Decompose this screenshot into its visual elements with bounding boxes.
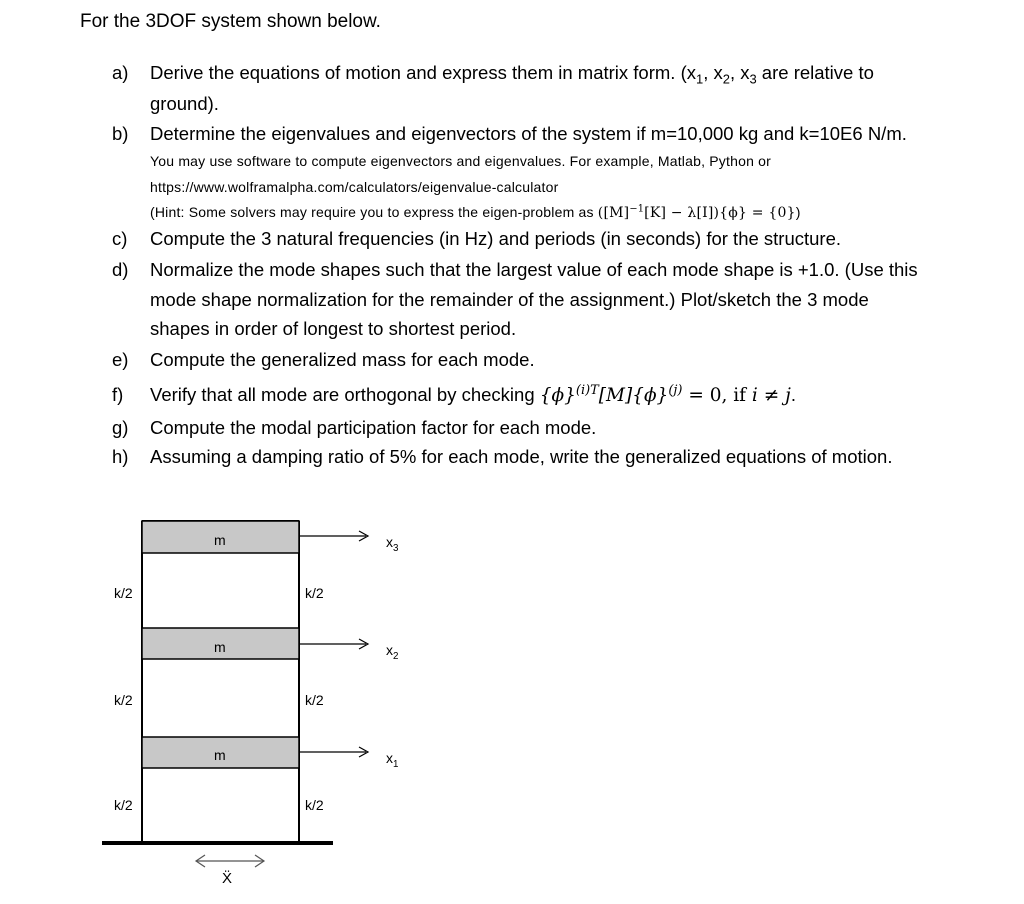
item-b-hint: (Hint: Some solvers may require you to express the eigen-problem as $([M]^{-1}[K] - \lambda[I])\{\phi\} = \{0\}$) bbox=[150, 203, 801, 221]
item-a-line1: Derive the equations of motion and express them in matrix form. ($x_1$, $x_2$, $x_3$ are relative to bbox=[150, 62, 874, 87]
item-b-label: b) bbox=[112, 123, 129, 144]
item-f-label: f) bbox=[112, 384, 124, 405]
arrow-x2 bbox=[299, 639, 368, 649]
item-a-line2: ground). bbox=[150, 93, 219, 114]
item-d-label: d) bbox=[112, 259, 129, 280]
item-c-line1: Compute the 3 natural frequencies (in Hz) and periods (in seconds) for the structure. bbox=[150, 228, 842, 249]
spring-label-left-2: k/2 bbox=[114, 692, 133, 708]
mass-label-2: m bbox=[214, 639, 226, 655]
spring-label-right-2: k/2 bbox=[305, 692, 324, 708]
item-b-note1: You may use software to compute eigenvectors and eigenvalues. For example, Matlab, Python or bbox=[150, 153, 771, 169]
x1-label: $x_1$ bbox=[386, 750, 399, 770]
ground-acceleration-label: Ẍ bbox=[222, 870, 233, 887]
item-g-line1: Compute the modal participation factor for each mode. bbox=[150, 417, 597, 438]
item-f-line1: Verify that all mode are orthogonal by checking $\{\phi\}^{(i)T}[M]\{\phi\}^{(j)} = 0$, if i ≠ j. bbox=[150, 382, 796, 406]
mass-label-1: m bbox=[214, 747, 226, 763]
spring-label-right-1: k/2 bbox=[305, 797, 324, 813]
spring-label-left-1: k/2 bbox=[114, 797, 133, 813]
item-e-line1: Compute the generalized mass for each mode. bbox=[150, 349, 535, 370]
item-b-note2: https://www.wolframalpha.com/calculators/eigenvalue-calculator bbox=[150, 179, 559, 195]
item-d-line1: Normalize the mode shapes such that the largest value of each mode shape is +1.0. (Use this bbox=[150, 259, 918, 280]
item-e-label: e) bbox=[112, 349, 129, 370]
arrow-x3 bbox=[299, 531, 368, 541]
item-h-line1: Assuming a damping ratio of 5% for each mode, write the generalized equations of motion. bbox=[150, 446, 893, 467]
item-g-label: g) bbox=[112, 417, 129, 438]
item-c-label: c) bbox=[112, 228, 128, 249]
ground-motion-arrow bbox=[196, 855, 264, 867]
item-d-line3: shapes in order of longest to shortest period. bbox=[150, 318, 517, 339]
x2-label: $x_2$ bbox=[386, 642, 399, 662]
arrow-x1 bbox=[299, 747, 368, 757]
spring-label-right-3: k/2 bbox=[305, 585, 324, 601]
mass-label-3: m bbox=[214, 532, 226, 548]
x3-label: $x_3$ bbox=[386, 534, 399, 554]
item-d-line2: mode shape normalization for the remainder of the assignment.) Plot/sketch the 3 mode bbox=[150, 289, 869, 310]
spring-label-left-3: k/2 bbox=[114, 585, 133, 601]
item-a-label: a) bbox=[112, 62, 129, 83]
item-h-label: h) bbox=[112, 446, 129, 467]
page-title: For the 3DOF system shown below. bbox=[80, 11, 381, 32]
item-b-line1: Determine the eigenvalues and eigenvectors of the system if m=10,000 kg and k=10E6 N/m. bbox=[150, 123, 907, 144]
